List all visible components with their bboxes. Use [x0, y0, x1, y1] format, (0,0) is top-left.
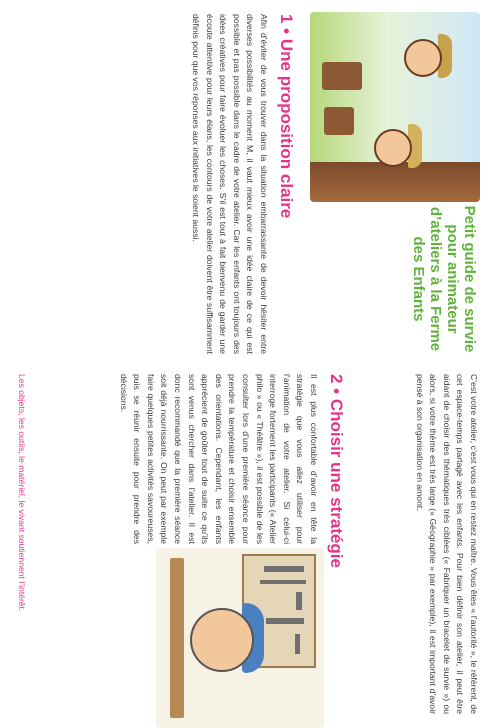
section-body-1: Afin d’éviter de vous trouver dans la situation embarrassante de devoir hésiter entre diverses possibilités au moment M, il vaut mieux avoir une idée claire de ce qui est possible et pas possible dans le cadre de votre atelier. Car les enfants ont toujours des idées créatives pour faire évoluer les choses. S’il est tout à fait bienvenu de garder une écoute attentive pour leurs élans, les contours de votre atelier doivent être suffisamment définis pour que vos réponses aux initiatives le soient aussi. — [191, 14, 269, 354]
section-heading-2: 2 • Choisir une stratégie — [327, 374, 346, 568]
tree-stump — [324, 107, 354, 135]
tool-icon — [260, 580, 306, 584]
adult-figure — [190, 608, 254, 672]
children-explorers-illustration — [310, 12, 480, 202]
footer-note: Les objets, les outils, le matériel, le vivant soutiennent l’intérêt. — [17, 374, 27, 612]
child-figure — [404, 39, 442, 77]
section-body-2: Il est plus confortable d’avoir en tête la stratégie que vous allez utiliser pour l’animation de votre atelier. Si celui-ci interroge fortement les participants (« Atelier philo » ou « Théâtre »), il est possible de les consulter lors d’une première séance pour prendre la température et choisir ensemble des orientations. Cependant, les enfants apprécient de goûter tout de suite ce qu’ils sont venus chercher dans l’atelier. Il est donc recommandé que la première séance soit déjà nourrissante. On peut par exemple faire quelques petites activités savoureuses, puis se réunir ensuite pour prendre des décisions. — [118, 374, 319, 544]
intro-paragraph: C’est votre atelier, c’est vous qui en restez maître. Vous êtes « l’autorité », le référent, de cet espace-temps partagé avec les enfants. Pour bien définir son atelier, il peut être aidant de choisir des thématiques très ciblées (« Fabriquer un bracelet de survie ») ou alors, si votre thème est très large (« Géographie » par exemple), il est important d’avoir pensé à son organisation en amont. — [414, 374, 479, 714]
tool-icon — [296, 592, 302, 610]
tool-icon — [266, 618, 304, 624]
child-figure — [374, 129, 412, 167]
right-column — [0, 364, 492, 728]
workshop-illustration — [156, 548, 324, 728]
tool-icon — [295, 634, 300, 654]
section-heading-1: 1 • Une proposition claire — [277, 14, 296, 219]
workbench — [170, 558, 184, 718]
tree-stump — [322, 62, 362, 90]
tree-trunk — [310, 162, 480, 202]
document-title: Petit guide de survie pour animateur d’ateliers à la Ferme des Enfants — [410, 205, 478, 353]
tool-icon — [264, 566, 304, 572]
